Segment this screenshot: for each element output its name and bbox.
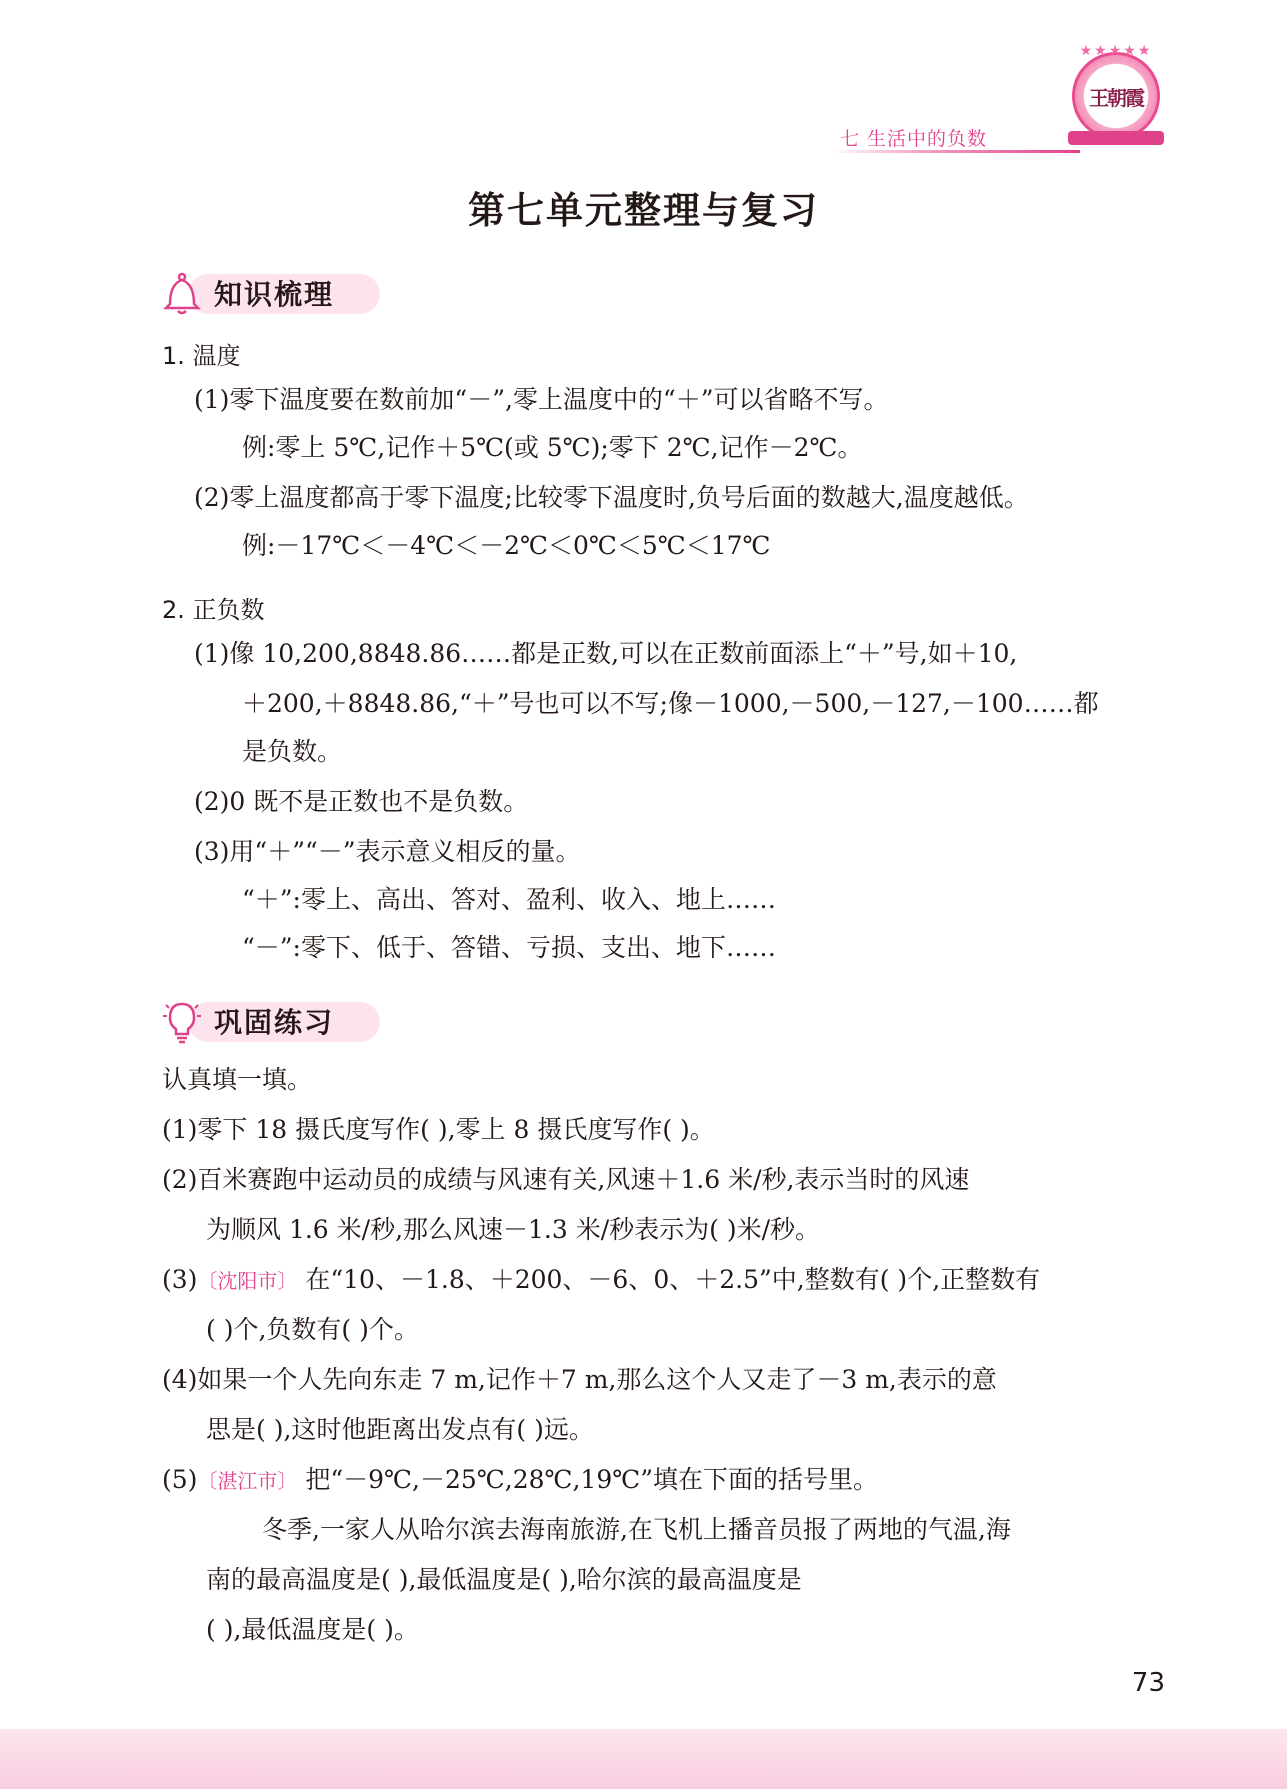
subsection-temperature-title: 1. 温度: [162, 342, 241, 370]
bell-icon: [160, 270, 204, 316]
section-practice-heading: [160, 998, 334, 1044]
question-5-line-2: 冬季,一家人从哈尔滨去海南旅游,在飞机上播音员报了两地的气温,海: [262, 1515, 1011, 1544]
page-number: 73: [1131, 1668, 1165, 1698]
question-number: (3): [162, 1265, 198, 1294]
lightbulb-icon: [160, 998, 204, 1044]
text-line: (1)零下温度要在数前加“－”,零上温度中的“＋”可以省略不写。: [194, 385, 889, 414]
page-bottom-band: [0, 1729, 1287, 1789]
question-2-line-1: (2)百米赛跑中运动员的成绩与风速有关,风速＋1.6 米/秒,表示当时的风速: [162, 1165, 970, 1194]
text-line: (1)像 10,200,8848.86……都是正数,可以在正数前面添上“＋”号,如＋10,: [194, 639, 1018, 668]
text-line: 例:零上 5℃,记作＋5℃(或 5℃);零下 2℃,记作－2℃。: [242, 433, 863, 462]
logo-text: 王朝霞: [1085, 65, 1147, 127]
page-title: 第七单元整理与复习: [468, 189, 819, 232]
star-decoration-icon: ★★★★★: [1079, 43, 1153, 59]
text-line: 是负数。: [242, 737, 343, 766]
text-line: “＋”:零上、高出、答对、盈利、收入、地上……: [242, 885, 776, 914]
question-number: (5): [162, 1465, 198, 1494]
publisher-logo: [1072, 43, 1160, 140]
section-practice-label: 巩固练习: [214, 1006, 335, 1039]
question-1: (1)零下 18 摄氏度写作( ),零上 8 摄氏度写作( )。: [162, 1115, 715, 1144]
subsection-signed-numbers-title: 2. 正负数: [162, 596, 265, 624]
question-5-line-4: ( ),最低温度是( )。: [206, 1615, 419, 1644]
question-text: 把“－9℃,－25℃,28℃,19℃”填在下面的括号里。: [297, 1465, 878, 1494]
section-knowledge-label: 知识梳理: [214, 278, 335, 311]
text-line: 例:－17℃＜－4℃＜－2℃＜0℃＜5℃＜17℃: [242, 531, 771, 560]
question-2-line-2: 为顺风 1.6 米/秒,那么风速－1.3 米/秒表示为( )米/秒。: [206, 1215, 821, 1244]
chapter-label: 七 生活中的负数: [840, 128, 988, 150]
question-3-line-2: ( )个,负数有( )个。: [206, 1315, 419, 1344]
text-line: ＋200,＋8848.86,“＋”号也可以不写;像－1000,－500,－127,－100……都: [242, 689, 1099, 718]
chapter-underline: [830, 150, 1080, 153]
source-tag: 〔湛江市〕: [197, 1469, 298, 1493]
text-line: (2)0 既不是正数也不是负数。: [194, 787, 529, 816]
text-line: (2)零上温度都高于零下温度;比较零下温度时,负号后面的数越大,温度越低。: [194, 483, 1029, 512]
question-5-line-3: 南的最高温度是( ),最低温度是( ),哈尔滨的最高温度是: [206, 1565, 802, 1594]
question-text: 在“10、－1.8、＋200、－6、0、＋2.5”中,整数有( )个,正整数有: [297, 1265, 1041, 1294]
logo-ribbon: [1068, 131, 1164, 145]
question-4-line-1: (4)如果一个人先向东走 7 m,记作＋7 m,那么这个人又走了－3 m,表示的意: [162, 1365, 997, 1394]
text-line: (3)用“＋”“－”表示意义相反的量。: [194, 837, 581, 866]
text-line: “－”:零下、低于、答错、亏损、支出、地下……: [242, 933, 776, 962]
question-5-line-1: [162, 1462, 878, 1499]
question-4-line-2: 思是( ),这时他距离出发点有( )远。: [206, 1415, 594, 1444]
question-3-line-1: [162, 1262, 1040, 1299]
source-tag: 〔沈阳市〕: [197, 1269, 298, 1293]
practice-intro: 认真填一填。: [162, 1065, 313, 1094]
section-knowledge-heading: [160, 270, 334, 316]
